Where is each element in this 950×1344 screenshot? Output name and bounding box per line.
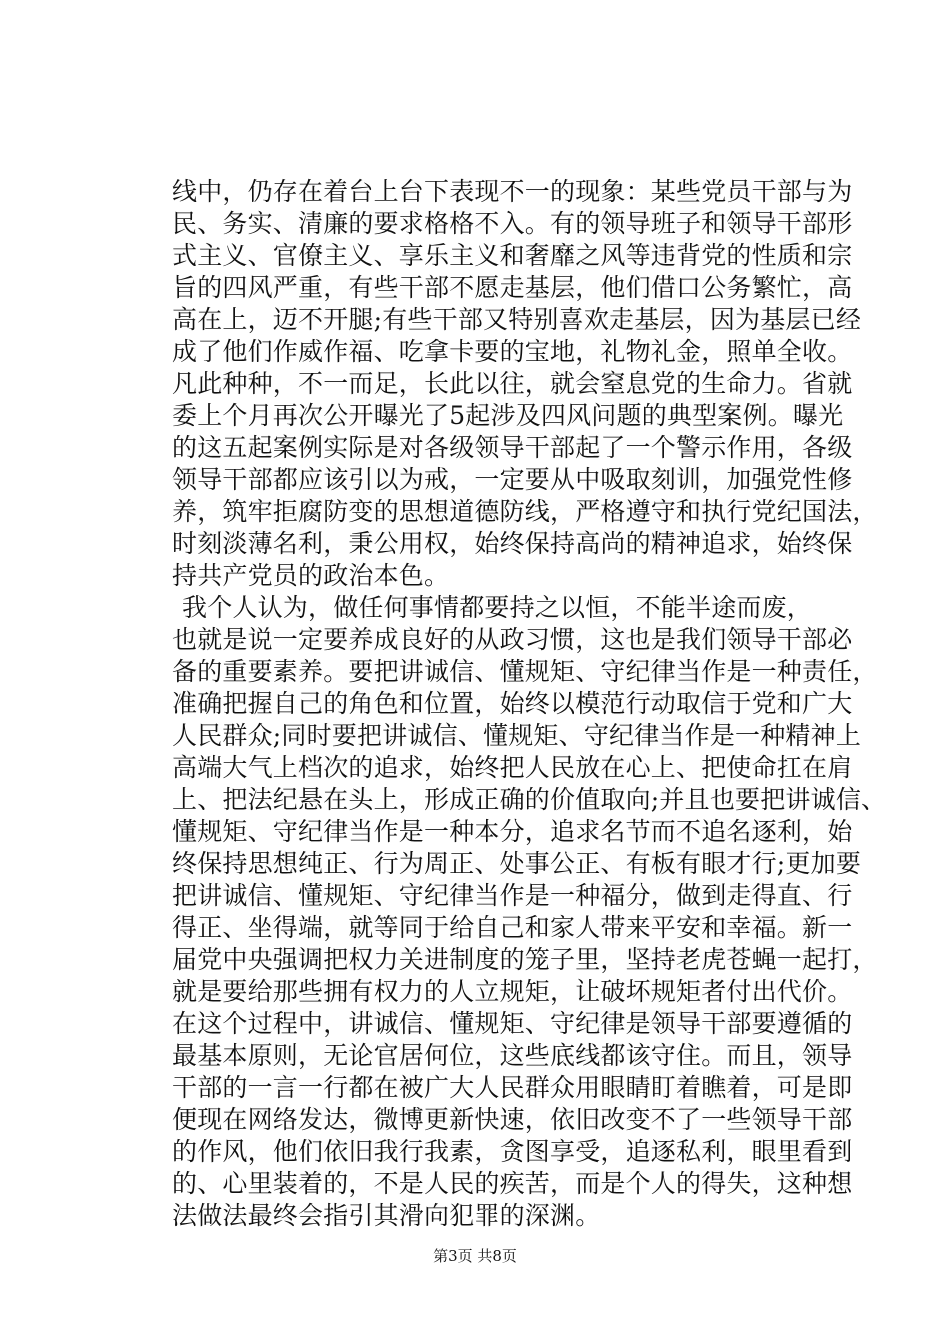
text-line: 持共产党员的政治本色。 [172,561,450,590]
text-line: 凡此种种，不一而足，长此以往，就会窒息党的生命力。省就 [172,369,853,398]
text-line: 得正、坐得端，就等同于给自己和家人带来平安和幸福。新一 [172,913,853,942]
text-line: 高在上，迈不开腿;有些干部又特别喜欢走基层，因为基层已经 [172,305,862,334]
text-line: 上、把法纪悬在头上，形成正确的价值取向;并且也要把讲诚信、 [172,785,887,814]
text-line: 高端大气上档次的追求，始终把人民放在心上、把使命扛在肩 [172,753,853,782]
paragraph-first-line: 我个人认为，做任何事情都要持之以恒，不能半途而废， [182,593,813,622]
text-line: 准确把握自己的角色和位置，始终以模范行动取信于党和广大 [172,689,853,718]
text-line: 届党中央强调把权力关进制度的笼子里，坚持老虎苍蝇一起打， [172,945,878,974]
text-line: 的作风，他们依旧我行我素，贪图享受，追逐私利，眼里看到 [172,1137,853,1166]
text-line: 懂规矩、守纪律当作是一种本分，追求名节而不追名逐利，始 [172,817,853,846]
text-line: 式主义、官僚主义、享乐主义和奢靡之风等违背党的性质和宗 [172,241,853,270]
text-line: 的、心里装着的，不是人民的疾苦，而是个人的得失，这种想 [172,1169,853,1198]
text-line: 成了他们作威作福、吃拿卡要的宝地，礼物礼金，照单全收。 [172,337,853,366]
text-line: 旨的四风严重，有些干部不愿走基层，他们借口公务繁忙，高 [172,273,853,302]
text-line: 线中，仍存在着台上台下表现不一的现象：某些党员干部与为 [172,177,853,206]
text-line: 的这五起案例实际是对各级领导干部起了一个警示作用，各级 [172,433,853,462]
text-line: 最基本原则，无论官居何位，这些底线都该守住。而且，领导 [172,1041,853,1070]
text-line: 也就是说一定要养成良好的从政习惯，这也是我们领导干部必 [172,625,853,654]
body-text [172,176,887,1232]
text-line: 领导干部都应该引以为戒，一定要从中吸取刻训，加强党性修 [172,465,853,494]
text-line: 法做法最终会指引其滑向犯罪的深渊。 [172,1201,601,1230]
text-line: 便现在网络发达，微博更新快速，依旧改变不了一些领导干部 [172,1105,853,1134]
text-line: 人民群众;同时要把讲诚信、懂规矩、守纪律当作是一种精神上 [172,721,862,750]
page-footer [0,1246,950,1266]
text-line: 就是要给那些拥有权力的人立规矩，让破坏规矩者付出代价。 [172,977,853,1006]
text-line: 干部的一言一行都在被广大人民群众用眼睛盯着瞧着，可是即 [172,1073,853,1102]
page-number-label: 第3页 共8页 [433,1247,517,1265]
text-line: 养，筑牢拒腐防变的思想道德防线，严格遵守和执行党纪国法， [172,497,878,526]
text-line: 时刻淡薄名利，秉公用权，始终保持高尚的精神追求，始终保 [172,529,853,558]
text-line: 民、务实、清廉的要求格格不入。有的领导班子和领导干部形 [172,209,853,238]
text-line: 备的重要素养。要把讲诚信、懂规矩、守纪律当作是一种责任， [172,657,878,686]
text-line: 在这个过程中，讲诚信、懂规矩、守纪律是领导干部要遵循的 [172,1009,853,1038]
text-line: 把讲诚信、懂规矩、守纪律当作是一种福分，做到走得直、行 [172,881,853,910]
text-line: 终保持思想纯正、行为周正、处事公正、有板有眼才行;更加要 [172,849,862,878]
text-line: 委上个月再次公开曝光了5起涉及四风问题的典型案例。曝光 [172,401,844,430]
